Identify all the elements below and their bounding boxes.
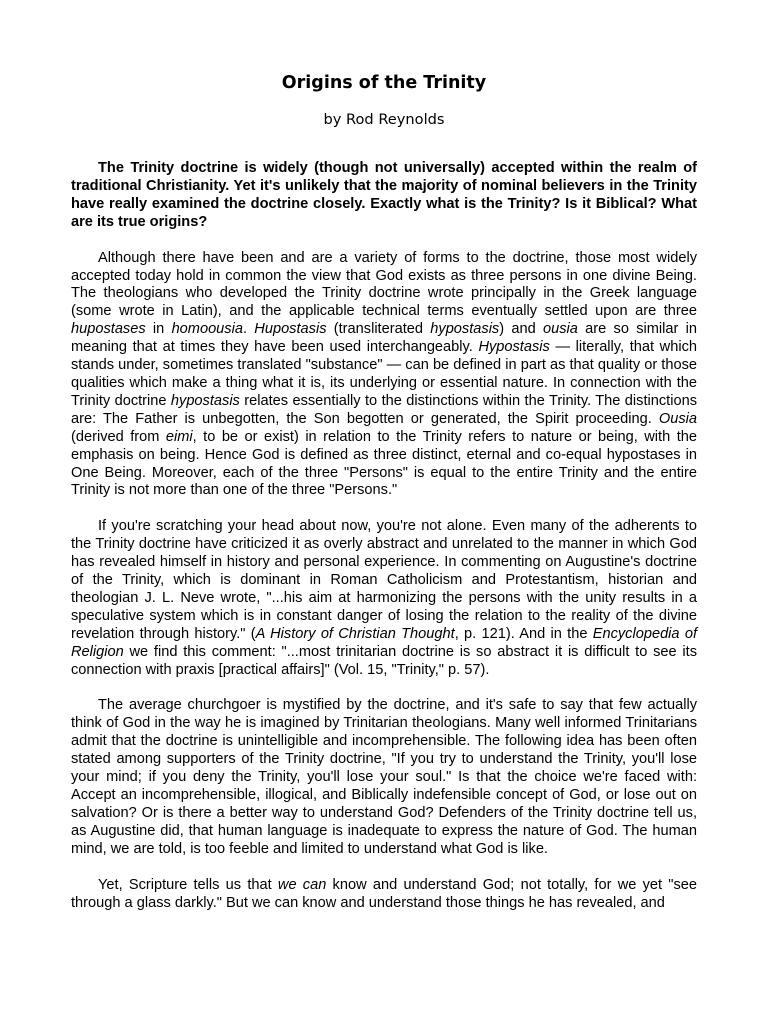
body-paragraph [71, 250, 697, 501]
text-run: (derived from [71, 428, 166, 445]
text-run: know and understand God; not totally, for we yet "see through a glass darkly." But we can know and understand those things he has revealed, and [71, 876, 697, 911]
text-run: . [242, 321, 255, 338]
italic-term: ousia [543, 321, 578, 338]
italic-term: Hypostasis [478, 339, 550, 356]
text-run: , p. 121). And in the [454, 625, 593, 642]
text-run: ) and [499, 321, 543, 338]
author-byline: by Rod Reynolds [323, 111, 445, 128]
document-body [71, 160, 697, 912]
body-paragraph [71, 877, 697, 913]
text-run: relates essentially to the distinctions within the Trinity. The distinctions are: The Father is unbegotten, the Son begotten or generated, the Spirit proceeding. [71, 392, 697, 427]
text-run: Yet, Scripture tells us that [98, 876, 278, 893]
text-run: The average churchgoer is mystified by the doctrine, and it's safe to say that few actually think of God in the way he is imagined by Trinitarian theologians. Many well informed Trinitarians admit that the doctrine is unintelligible and incomprehensible. The following idea has been often stated among supporters of the Trinity doctrine, "If you try to understand the Trinity, you'll lose your mind; if you deny the Trinity, you'll lose your soul." Is that the choice we're faced with: Accept an incomprehensible, illogical, and Biblically indefensible concept of God, or lose out on salvation? Or is there a better way to understand God? Defenders of the Trinity doctrine tell us, as Augustine did, that human language is inadequate to express the nature of God. The human mind, we are told, is too feeble and limited to understand what God is like. [71, 697, 697, 857]
italic-term: A History of Christian Thought [255, 625, 455, 642]
italic-term: homoousia [171, 321, 243, 338]
text-run: in [145, 321, 172, 338]
lead-paragraph [71, 160, 697, 232]
text-run: If you're scratching your head about now, you're not alone. Even many of the adherents to the Trinity doctrine have criticized it as overly abstract and unrelated to the manner in which God has revealed himself in history and personal experience. In commenting on Augustine's doctrine of the Trinity, which is dominant in Roman Catholicism and Protestantism, historian and theologian J. L. Neve wrote, "...his aim at harmonizing the persons with the unity results in a speculative system which is in constant danger of losing the relation to the reality of the divine revelation through history." ( [71, 518, 697, 642]
body-paragraph [71, 518, 697, 679]
text-run: (transliterated [326, 321, 431, 338]
italic-term: Hupostasis [254, 321, 327, 338]
italic-term: hupostases [71, 321, 146, 338]
italic-term: Ousia [658, 410, 697, 427]
text-run: are so similar in meaning that at times they have been used interchangeably. [71, 321, 697, 356]
italic-term: Encyclopedia of Religion [71, 625, 698, 660]
text-run: Although there have been and are a variety of forms to the doctrine, those most widely accepted today hold in common the view that God exists as three persons in one divine Being. The theologians who developed the Trinity doctrine wrote principally in the Greek language (some wrote in Latin), and the applicable technical terms eventually settled upon are three [71, 249, 697, 320]
italic-term: hypostasis [430, 321, 500, 338]
italic-term: eimi [165, 428, 193, 445]
italic-term: we can [277, 876, 327, 893]
text-run: , to be or exist) in relation to the Trinity refers to nature or being, with the emphasis on being. Hence God is defined as three distinct, eternal and co-equal hypostases in One Being. Moreover, each of the three "Persons" is equal to the entire Trinity and the entire Trinity is not more than one of the three "Persons." [71, 428, 697, 499]
text-run: — literally, that which stands under, sometimes translated "substance" — can be defined in part as that quality or those qualities which make a thing what it is, its underlying or essential nature. In connection with the Trinity doctrine [71, 339, 697, 409]
body-paragraph [71, 697, 697, 858]
italic-term: hypostasis [170, 392, 240, 409]
text-run: The Trinity doctrine is widely (though not universally) accepted within the realm of traditional Christianity. Yet it's unlikely that the majority of nominal believers in the Trinity have really examined the doctrine closely. Exactly what is the Trinity? Is it Biblical? What are its true origins? [71, 160, 697, 230]
document-title: Origins of the Trinity [281, 73, 487, 93]
text-run: we find this comment: "...most trinitarian doctrine is so abstract it is difficult to see its connection with praxis [practical affairs]" (Vol. 15, "Trinity," p. 57). [71, 643, 697, 678]
